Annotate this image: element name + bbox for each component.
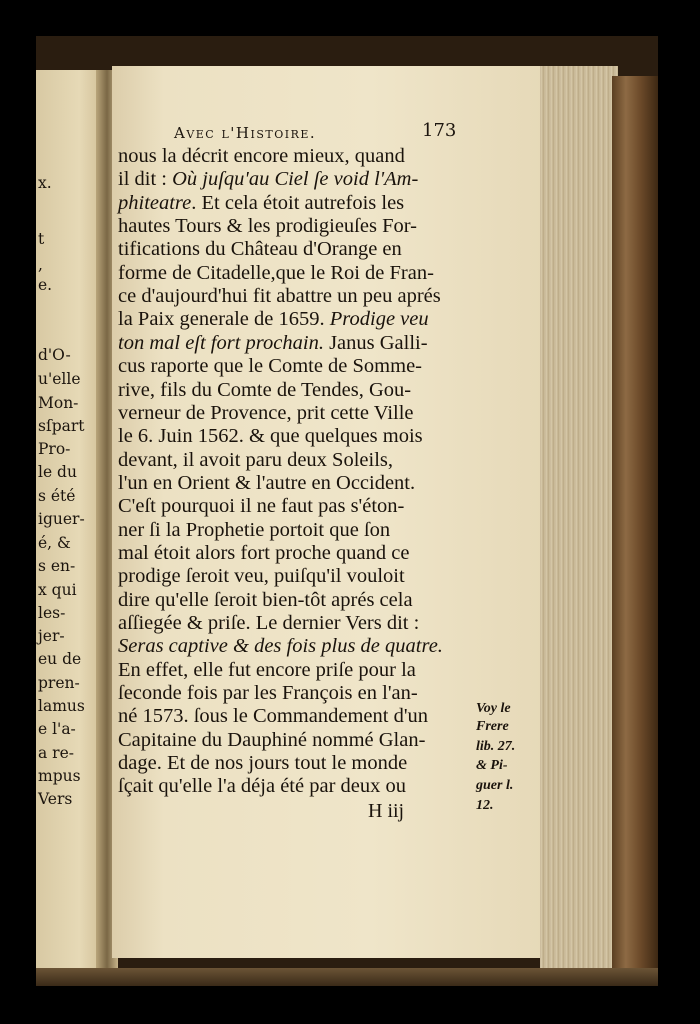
- body-line: C'eſt pourquoi il ne faut pas s'éton-: [118, 495, 405, 518]
- body-line: l'un en Orient & l'autre en Occident.: [118, 471, 416, 494]
- margin-note-line: Voy le: [476, 701, 511, 716]
- body-line: cus raporte que le Comte de Somme-: [118, 355, 422, 378]
- body-line: dage. Et de nos jours tout le monde: [118, 752, 408, 775]
- margin-note-line: 12.: [476, 798, 494, 813]
- body-line: rive, fils du Comte de Tendes, Gou-: [118, 378, 412, 401]
- left-page-line: a re-: [38, 744, 74, 762]
- body-text-span: il dit :: [118, 168, 173, 191]
- left-page-line: les-: [38, 604, 66, 622]
- left-page-line: eu de: [38, 650, 82, 668]
- left-page-line: Mon-: [38, 394, 79, 412]
- italic-quote: phiteatre: [118, 191, 192, 214]
- left-page-line: pren-: [38, 674, 80, 692]
- margin-note-line: & Pi-: [476, 758, 508, 773]
- margin-note-line: guer l.: [476, 778, 514, 793]
- book-cover-edge: [612, 76, 658, 976]
- body-line: mal étoit alors fort proche quand ce: [118, 541, 410, 564]
- body-line: devant, il avoit paru deux Soleils,: [118, 448, 393, 471]
- body-line: aſſiegée & priſe. Le dernier Vers dit :: [118, 612, 420, 634]
- body-line: tifications du Château d'Orange en: [118, 238, 402, 261]
- page-number: 173: [422, 120, 457, 141]
- left-page-line: sſpart: [38, 417, 85, 435]
- body-line: ſeconde fois par les François en l'an-: [118, 682, 418, 705]
- body-text-span: Janus Galli-: [323, 331, 428, 354]
- left-page-line: x.: [38, 174, 52, 192]
- left-page-line: jer-: [38, 627, 65, 645]
- left-page-line: mpus: [38, 767, 81, 785]
- italic-quote: Où juſqu'au Ciel ſe void l'Am-: [172, 168, 419, 191]
- body-line: ſçait qu'elle l'a déja été par deux ou: [118, 775, 406, 798]
- italic-quote: Prodige veu: [329, 308, 429, 331]
- left-page-line: u'elle: [38, 370, 81, 388]
- italic-quote: ton mal eſt fort prochain.: [118, 331, 324, 354]
- book-bottom-edge: [36, 968, 658, 986]
- left-page-line: e.: [38, 276, 53, 294]
- left-page-line: t: [38, 230, 45, 248]
- left-page-line: x qui: [38, 581, 77, 599]
- italic-quote: Seras captive & des fois plus de quatre.: [118, 635, 443, 658]
- left-page-line: ,: [38, 256, 43, 274]
- running-head: Avec l'Histoire.: [174, 124, 317, 142]
- body-text-span: . Et cela étoit autrefois les: [191, 191, 405, 214]
- body-line: Capitaine du Dauphiné nommé Glan-: [118, 728, 426, 751]
- left-page-line: s été: [38, 487, 76, 505]
- left-page-line: d'O-: [38, 346, 71, 364]
- body-line: verneur de Provence, prit cette Ville: [118, 401, 414, 424]
- body-line: prodige ſeroit veu, puiſqu'il vouloit: [118, 565, 405, 588]
- margin-note-line: lib. 27.: [476, 739, 516, 754]
- margin-note-line: Frere: [476, 719, 509, 734]
- body-line: dire qu'elle ſeroit bien-tôt aprés cela: [118, 588, 413, 611]
- body-line: [118, 193, 404, 214]
- body-line: [118, 309, 429, 330]
- body-line: forme de Citadelle,que le Roi de Fran-: [118, 261, 434, 284]
- left-page-line: Pro-: [38, 440, 71, 458]
- left-page-line: s en-: [38, 557, 76, 575]
- left-page-line: Vers: [38, 790, 73, 808]
- left-page-line: é, &: [38, 534, 71, 552]
- body-line: ce d'aujourd'hui fit abattre un peu aprés: [118, 285, 441, 308]
- signature-mark: H iij: [368, 800, 405, 822]
- left-page-line: lamus: [38, 697, 85, 715]
- body-line: nous la décrit encore mieux, quand: [118, 145, 405, 167]
- left-page-line: le du: [38, 463, 77, 481]
- left-page-line: iguer-: [38, 510, 85, 528]
- body-line: le 6. Juin 1562. & que quelques mois: [118, 425, 423, 448]
- body-line: ner ſi la Prophetie portoit que ſon: [118, 518, 391, 541]
- body-line: hautes Tours & les prodigieuſes For-: [118, 215, 417, 238]
- body-line: [118, 636, 443, 657]
- body-line: né 1573. ſous le Commandement d'un: [118, 705, 429, 728]
- body-text-span: la Paix generale de 1659.: [118, 308, 330, 331]
- page-edges: [540, 66, 618, 978]
- body-line: [118, 333, 428, 354]
- body-line: En effet, elle fut encore priſe pour la: [118, 658, 416, 681]
- body-line: [118, 169, 418, 190]
- left-page-line: e l'a-: [38, 720, 76, 738]
